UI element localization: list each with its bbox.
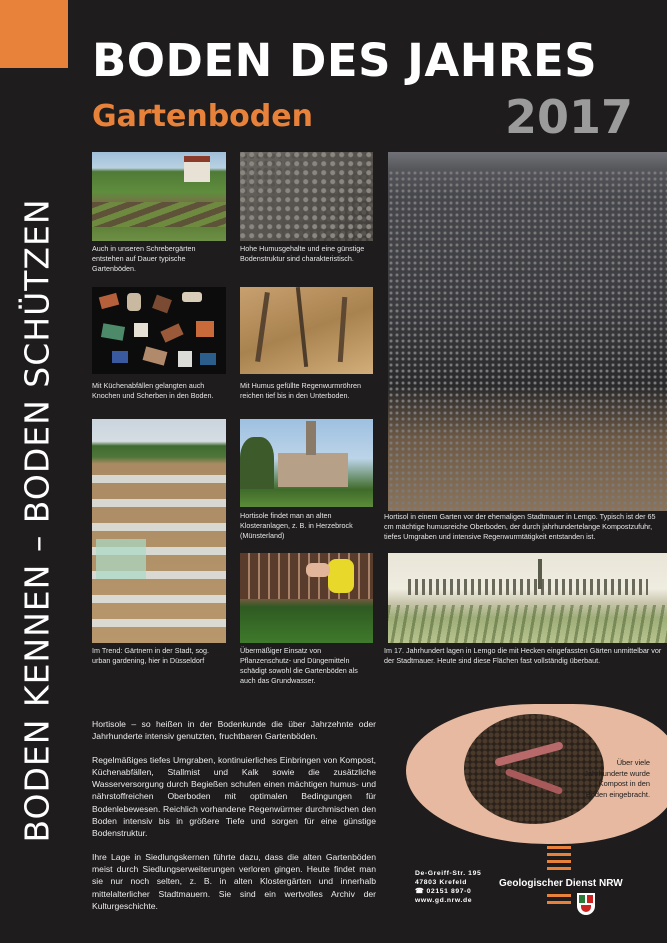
address-web[interactable]: www.gd.nrw.de [415,897,473,904]
photo-worm-tubes [240,287,373,374]
shard [200,353,216,365]
caption-monastery: Hortisole findet man an alten Klosteranlagen, z. B. in Herzebrock (Münsterland) [240,511,353,540]
worm-tube [296,287,308,367]
photo-urban-gardening [92,419,226,643]
gd-logo-bar [547,860,571,863]
shard [152,295,172,314]
garden-rows [92,202,226,227]
body-paragraph-2: Regelmäßiges tiefes Umgraben, kontinuierliches Einbringen von Kompost, Küchenabfällen, Stallmist und Kalk sowie die zusätzliche Wasserversorgung durch Begießen schufen einen mächtigen humus- und nährstoffreichen Oberboden mit optimalen Bedingungen für Bodenlebewesen. Reichlich vorhandene Regenwürmer durchmischen den Boden intensiv bis in größere Tiefe und sorgen für eine günstige Bodenstruktur. [92,754,376,839]
photo-engraving-lemgo [388,553,667,643]
tree [240,437,274,489]
gd-logo-bar [547,853,571,856]
gd-logo-bar [547,894,571,897]
address-phone: ☎ 02151 897-0 [415,888,472,895]
bone [182,292,202,302]
caption-engraving: Im 17. Jahrhundert lagen in Lemgo die mit Hecken eingefassten Gärten unmittelbar vor der Stadtmauer. Heute sind diese Flächen fast vollständig überbaut. [384,646,662,665]
topsoil-surface [388,152,667,170]
poster-title: BODEN DES JAHRES [92,34,598,87]
orange-corner-block [0,0,68,68]
caption-pesticides: Übermäßiger Einsatz von Pflanzenschutz- und Düngemitteln schädigt sowohl die Gartenböden als auch das Grundwasser. [240,646,358,685]
poster-subtitle: Gartenboden [92,99,313,134]
vertical-slogan [8,110,66,930]
monastery-building [278,453,348,487]
photo-soil-profile [388,152,667,511]
caption-profile: Hortisol in einem Garten vor der ehemaligen Stadtmauer in Lemgo. Typisch ist der 65 cm mächtige humusreiche Oberboden, der durch jahrhundertelange Kompostzufuhr, tiefes Umgraben und intensive Regenwurmtätigkeit entstanden ist. [384,512,656,541]
church-spire [538,559,542,589]
crest-field [581,905,591,912]
garden-house [184,156,210,182]
crest-field [579,895,585,903]
vertical-slogan-text: BODEN KENNEN – BODEN SCHÜTZEN [17,197,57,843]
shard [101,323,125,341]
gd-logo-bar [547,901,571,904]
worm-tube [255,292,270,362]
hedged-gardens [388,605,667,643]
gd-organization-name: Geologischer Dienst NRW [499,878,623,889]
shard [143,346,168,365]
town-skyline [408,579,648,595]
caption-worm-tubes: Mit Humus gefüllte Regenwurmröhren reichen tief bis in den Unterboden. [240,381,362,400]
shard [99,293,119,309]
greenhouse-net [96,539,146,579]
crest-field [587,895,593,903]
shard [134,323,148,337]
photo-pesticide-spraying [240,553,373,643]
photo-shards [92,287,226,374]
hand [306,563,330,577]
caption-urban-gardening: Im Trend: Gärtnern in der Stadt, sog. urban gardening, hier in Düsseldorf [92,646,210,665]
caption-humus: Hohe Humusgehalte und eine günstige Bodenstruktur sind charakteristisch. [240,244,365,263]
bone [127,293,141,311]
photo-monastery [240,419,373,507]
nrw-crest-icon [577,893,595,915]
caption-hand: Über viele Jahrhunderte wurde Kompost in den Boden eingebracht. [584,758,650,799]
address-street: De-Greiff-Str. 195 [415,870,482,877]
shard [160,323,183,342]
gd-logo-bar [547,846,571,849]
shard [196,321,214,337]
caption-garden: Auch in unseren Schrebergärten entstehen auf Dauer typische Gartenböden. [92,244,196,273]
address-city: 47803 Krefeld [415,879,468,886]
photo-humus-soil [240,152,373,241]
shard [112,351,128,363]
church-tower [306,421,316,455]
body-paragraph-3: Ihre Lage in Siedlungskernen führte dazu, dass die alten Gartenböden meist durch Siedlungserweiterungen verloren gingen. Heute findet man sie nur noch selten, z. B. in alten Klostergärten und innerhalb mittelalterlicher Stadtmauern. Sie sind ein wertvolles Archiv der Kulturgeschichte. [92,851,376,911]
spray-bottle [328,559,354,593]
poster-year: 2017 [505,90,634,144]
worm-tube [338,297,348,362]
address-block [415,869,481,905]
body-text [92,718,376,923]
body-paragraph-1: Hortisole – so heißen in der Bodenkunde die über Jahrzehnte oder Jahrhunderte intensiv genutzten, fruchtbaren Gartenböden. [92,719,376,742]
shard [178,351,192,367]
caption-shards: Mit Küchenabfällen gelangten auch Knochen und Scherben in den Boden. [92,381,214,400]
photo-allotment-garden [92,152,226,241]
gd-logo-bar [547,867,571,870]
